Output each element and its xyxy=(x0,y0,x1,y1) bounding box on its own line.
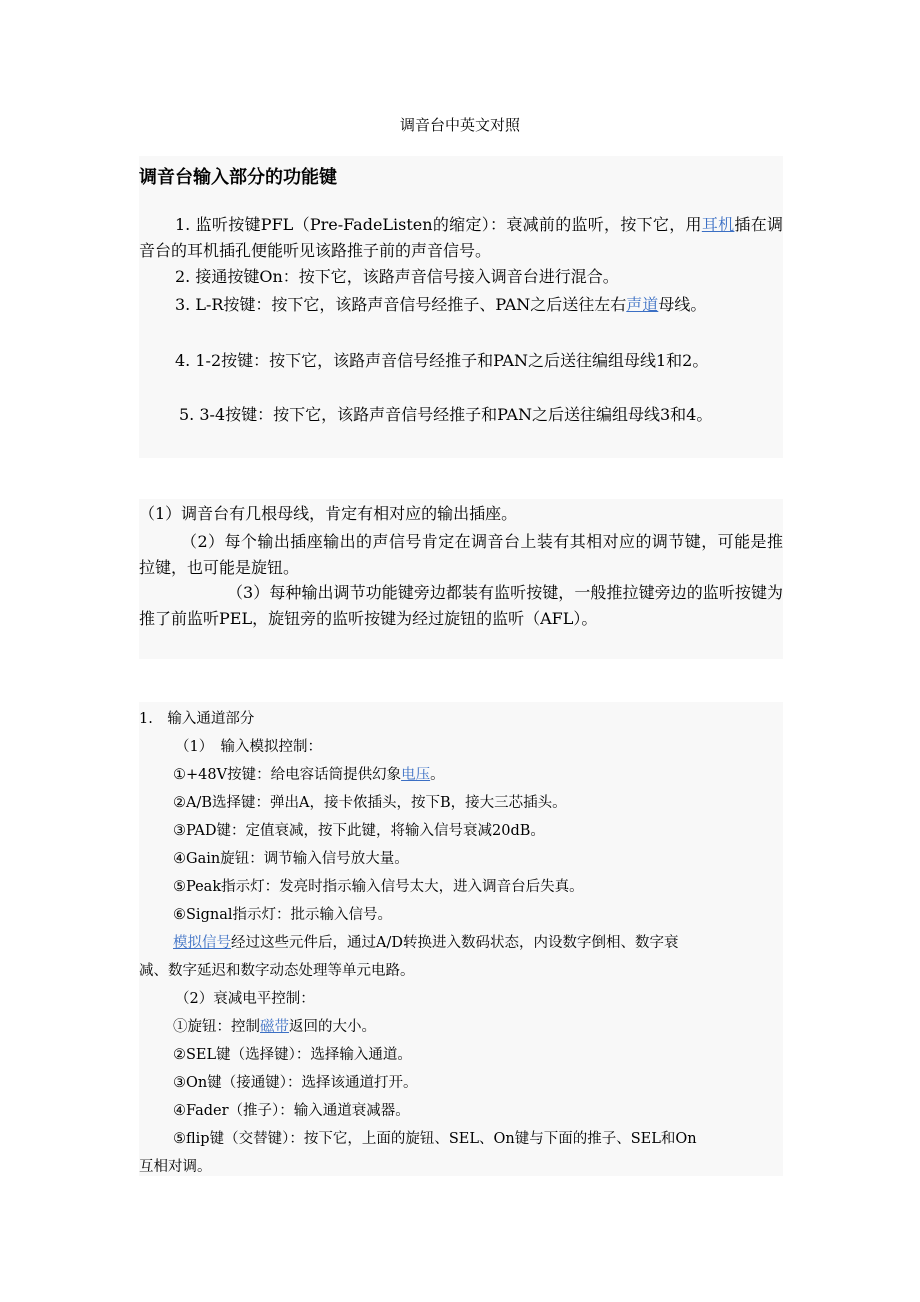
section-2-p2: （2）每个输出插座输出的声信号肯定在调音台上装有其相对应的调节键，可能是推拉键，也可能是旋钮。 xyxy=(139,532,783,577)
note-line-2: 减、数字延迟和数字动态处理等单元电路。 xyxy=(139,963,415,979)
section-3-heading: 1. 输入通道部分 xyxy=(139,711,255,727)
list-item: ③On键（接通键）：选择该通道打开。 xyxy=(173,1075,418,1091)
list-item: ①+48V按键：给电容话筒提供幻象电压。 xyxy=(173,767,445,783)
link-tape[interactable]: 磁带 xyxy=(260,1019,289,1035)
list-item-continued: 互相对调。 xyxy=(139,1159,212,1175)
list-item: ⑤flip键（交替键）：按下它，上面的旋钮、SEL、On键与下面的推子、SEL和On xyxy=(173,1131,697,1147)
link-headphone[interactable]: 耳机 xyxy=(701,215,735,234)
list-item: ④Fader（推子）：输入通道衰减器。 xyxy=(173,1103,410,1119)
list-item: ⑤Peak指示灯：发亮时指示输入信号太大，进入调音台后失真。 xyxy=(173,879,584,895)
item-lr: 3. L-R按键：按下它，该路声音信号经推子、PAN之后送往左右声道母线。 xyxy=(175,295,707,314)
list-item: ④Gain旋钮：调节输入信号放大量。 xyxy=(173,851,409,867)
section-2-p1: （1）调音台有几根母线，肯定有相对应的输出插座。 xyxy=(139,504,518,523)
page-title: 调音台中英文对照 xyxy=(399,116,520,134)
item-34: 5. 3-4按键：按下它，该路声音信号经推子和PAN之后送往编组母线3和4。 xyxy=(179,405,713,424)
list-item: ②A/B选择键：弹出A，接卡侬插头，按下B，接大三芯插头。 xyxy=(173,795,567,811)
item-12: 4. 1-2按键：按下它，该路声音信号经推子和PAN之后送往编组母线1和2。 xyxy=(175,351,709,370)
list-item: ②SEL键（选择键）：选择输入通道。 xyxy=(173,1047,412,1063)
link-channel[interactable]: 声道 xyxy=(626,295,659,314)
link-analog-signal[interactable]: 模拟信号 xyxy=(173,935,231,951)
note-line-1: 模拟信号经过这些元件后，通过A/D转换进入数码状态，内设数字倒相、数字衰 xyxy=(173,935,679,951)
list-item: ③PAD键：定值衰减，按下此键，将输入信号衰减20dB。 xyxy=(173,823,545,839)
item-pfl: 1. 监听按键PFL（Pre-FadeListen的缩定）：衰减前的监听，按下它，用耳机插在调音台的耳机插孔便能听见该路推子前的声音信号。 xyxy=(139,215,783,260)
sub-heading-analog: （1） 输入模拟控制： xyxy=(175,739,322,755)
list-item: ①旋钮：控制磁带返回的大小。 xyxy=(173,1019,376,1035)
sub-heading-fader: （2）衰减电平控制： xyxy=(175,991,315,1007)
section-1-heading: 调音台输入部分的功能键 xyxy=(139,167,337,188)
list-item: ⑥Signal指示灯：批示输入信号。 xyxy=(173,907,392,923)
item-on: 2. 接通按键On：按下它，该路声音信号接入调音台进行混合。 xyxy=(175,267,619,286)
section-2-p3: （3）每种输出调节功能键旁边都装有监听按键，一般推拉键旁边的监听按键为推了前监听PEL，旋钮旁的监听按键为经过旋钮的监听（AFL）。 xyxy=(139,583,783,628)
link-voltage[interactable]: 电压 xyxy=(401,767,431,783)
